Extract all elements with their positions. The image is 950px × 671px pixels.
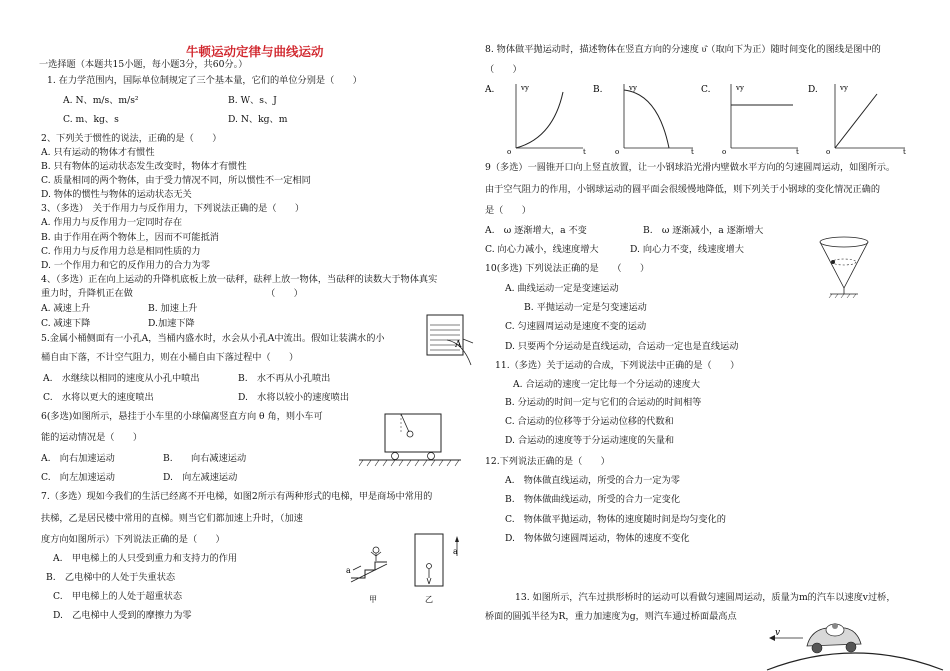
graph-d-t: t [903,148,906,156]
q2-option-a: A. 只有运动的物体才有惯性 [41,147,155,158]
q12-stem: 12.下列说法正确的是（ ） [485,456,610,467]
q10-stem: 10(多选) 下列说法正确的是 （ ） [485,263,650,274]
q5-option-b: B. 水不再从小孔喷出 [238,373,331,384]
elevator-figure [343,530,473,615]
q8-stem: 8. 物体做平抛运动时，描述物体在竖直方向的分速度 υ᷁（取向下为正）随时间变化的图线是图中的 [485,44,881,55]
graph-b [593,84,694,156]
q5-option-a: A. 水继续以相同的速度从小孔中喷出 [43,373,200,384]
q11-option-a: A. 合运动的速度一定比每一个分运动的速度大 [513,379,701,390]
graph-b-vy: vy [629,84,637,92]
jia-accel-label: a [346,566,351,575]
q8-graphs [483,78,943,158]
q10-option-c: C. 匀速圆周运动是速度不变的运动 [505,321,647,332]
graph-c-label: C. [701,85,711,95]
q9-option-b: B. ω 逐渐减小，a 逐渐增大 [643,225,764,236]
graph-a-vy: vy [521,84,529,92]
graph-a-o: o [507,148,512,156]
section-header: 一选择题（本题共15小题，每小题3分，共60分。） [39,59,248,70]
q1-stem: 1. 在力学范围内，国际单位制规定了三个基本量，它们的单位分别是（ ） [47,75,362,86]
q9-option-c: C. 向心力减小，线速度增大 [485,244,599,255]
graph-c-vy: vy [736,84,744,92]
graph-c-t: t [796,148,799,156]
graph-d-o: o [826,148,831,156]
q6-option-a: A. 向右加速运动 [41,453,115,464]
q9-stem-cont2: 是（ ） [485,205,531,216]
q12-option-d: D. 物体做匀速圆周运动，物体的速度不变化 [505,533,690,544]
q4-option-d: D.加速下降 [148,318,195,329]
q11-option-d: D. 合运动的速度等于分运动速度的矢量和 [505,435,675,446]
q4-option-a: A. 减速上升 [41,303,91,314]
q1-option-a: A. N、m/s、m/s² [63,95,139,106]
q2-option-b: B. 只有物体的运动状态发生改变时，物体才有惯性 [41,161,247,172]
q4-option-b: B. 加速上升 [148,303,198,314]
q1-option-b: B. W、s、J [228,95,277,106]
q3-option-a: A. 作用力与反作用力一定同时存在 [41,217,183,228]
q6-stem: 6(多选)如图所示，悬挂于小车里的小球偏离竖直方向 θ 角，则小车可 [41,411,323,422]
q9-option-a: A. ω 逐渐增大，a 不变 [485,225,587,236]
q7-option-c: C. 甲电梯上的人处于超重状态 [53,591,183,602]
car-bridge-figure [765,608,945,671]
q7-option-b: B. 乙电梯中的人处于失重状态 [46,572,176,583]
q9-option-d: D. 向心力不变，线速度增大 [630,244,744,255]
q6-option-b: B. 向右减速运动 [163,453,247,464]
q8-stem-cont: （ ） [485,64,522,75]
q11-option-b: B. 分运动的时间一定与它们的合运动的时间相等 [505,397,702,408]
yi-accel-label: a [453,547,458,556]
page-title: 牛顿运动定律与曲线运动 [186,44,324,59]
q10-option-b: B. 平抛运动一定是匀变速运动 [524,302,647,313]
q5-stem-cont: 桶自由下落，不计空气阻力，则在小桶自由下落过程中（ ） [41,352,299,363]
q9-stem-cont: 由于空气阻力的作用，小钢球运动的圆平面会很缓慢地降低，则下列关于小钢球的变化情况正确的 [485,184,881,195]
graph-d-vy: vy [840,84,848,92]
q6-stem-cont: 能的运动情况是（ ） [41,432,143,443]
q7-option-a: A. 甲电梯上的人只受到重力和支持力的作用 [53,553,238,564]
graph-c-o: o [722,148,727,156]
graph-a [484,84,586,156]
q5-option-d: D. 水将以较小的速度喷出 [238,392,350,403]
q7-stem-cont2: 度方向如图所示）下列说法正确的是（ ） [41,534,225,545]
q13-stem: 13. 如图所示，汽车过拱形桥时的运动可以看做匀速圆周运动，质量为m的汽车以速度v过桥， [515,592,896,603]
q2-option-d: D. 物体的惯性与物体的运动状态无关 [41,189,192,200]
q3-option-b: B. 由于作用在两个物体上，因而不可能抵消 [41,232,219,243]
q7-stem: 7.（多选）现如今我们的生活已经离不开电梯，如图2所示有两种形式的电梯，甲是商场中常用的 [41,491,433,502]
graph-c [701,84,799,156]
q4-option-c: C. 减速下降 [41,318,91,329]
q12-option-a: A. 物体做直线运动，所受的合力一定为零 [505,475,680,486]
graph-b-t: t [691,148,694,156]
q10-option-d: D. 只要两个分运动是直线运动，合运动一定也是直线运动 [505,341,739,352]
q6-option-d: D. 向左减速运动 [163,472,238,483]
q2-option-c: C. 质量相同的两个物体，由于受力情况不同，所以惯性不一定相同 [41,175,311,186]
cart-figure [355,410,465,470]
q10-option-a: A. 曲线运动一定是变速运动 [505,283,619,294]
graph-d [808,84,906,156]
graph-a-label: A. [485,85,495,95]
q5-option-c: C. 水将以更大的速度喷出 [43,392,154,403]
q9-stem: 9（多选）一圆锥开口向上竖直放置，让一小钢球沿光滑内壁做水平方向的匀速圆周运动，如图所示。 [485,162,896,173]
q4-stem-cont: 重力时，升降机正在做 （ ） [41,288,303,299]
water-stream [445,335,475,375]
yi-label: 乙 [425,595,433,604]
q3-option-c: C. 作用力与反作用力总是相同性质的力 [41,246,201,257]
car-velocity-label: v [775,628,781,638]
q6-option-c: C. 向左加速运动 [41,472,115,483]
q1-option-c: C. m、kg、s [63,114,119,125]
q3-option-d: D. 一个作用力和它的反作用力的合力为零 [41,260,211,271]
q2-stem: 2、下列关于惯性的说法，正确的是（ ） [41,133,222,144]
jia-label: 甲 [369,595,377,604]
graph-a-t: t [583,148,586,156]
q7-option-d: D. 乙电梯中人受到的摩擦力为零 [53,610,192,621]
q12-option-b: B. 物体做曲线运动，所受的合力一定变化 [505,494,681,505]
q12-option-c: C. 物体做平抛运动，物体的速度随时间是均匀变化的 [505,514,726,525]
graph-d-label: D. [808,85,818,95]
q11-stem: 11.（多选）关于运动的合成，下列说法中正确的是（ ） [495,360,740,371]
hole-a-label: A [455,340,462,350]
q1-option-d: D. N、kg、m [228,114,288,125]
graph-b-label: B. [593,85,603,95]
q13-stem-cont: 桥面的圆弧半径为R，重力加速度为g，则汽车通过桥面最高点 [485,611,737,622]
q4-stem: 4、（多选）正在向上运动的升降机底板上放一砝秤，砝秤上放一物体，当砝秤的读数大于物体真实 [41,274,438,285]
cone-figure [810,232,880,300]
q5-stem: 5.金属小桶侧面有一小孔A，当桶内盛水时，水会从小孔A中流出。假如让装满水的小 [41,333,385,344]
q3-stem: 3、（多选） 关于作用力与反作用力，下列说法正确的是（ ） [41,203,305,214]
graph-b-o: o [615,148,620,156]
q7-stem-cont: 扶梯，乙是居民楼中常用的直梯。则当它们都加速上升时，（加速 [41,513,303,524]
q11-option-c: C. 合运动的位移等于分运动位移的代数和 [505,416,674,427]
